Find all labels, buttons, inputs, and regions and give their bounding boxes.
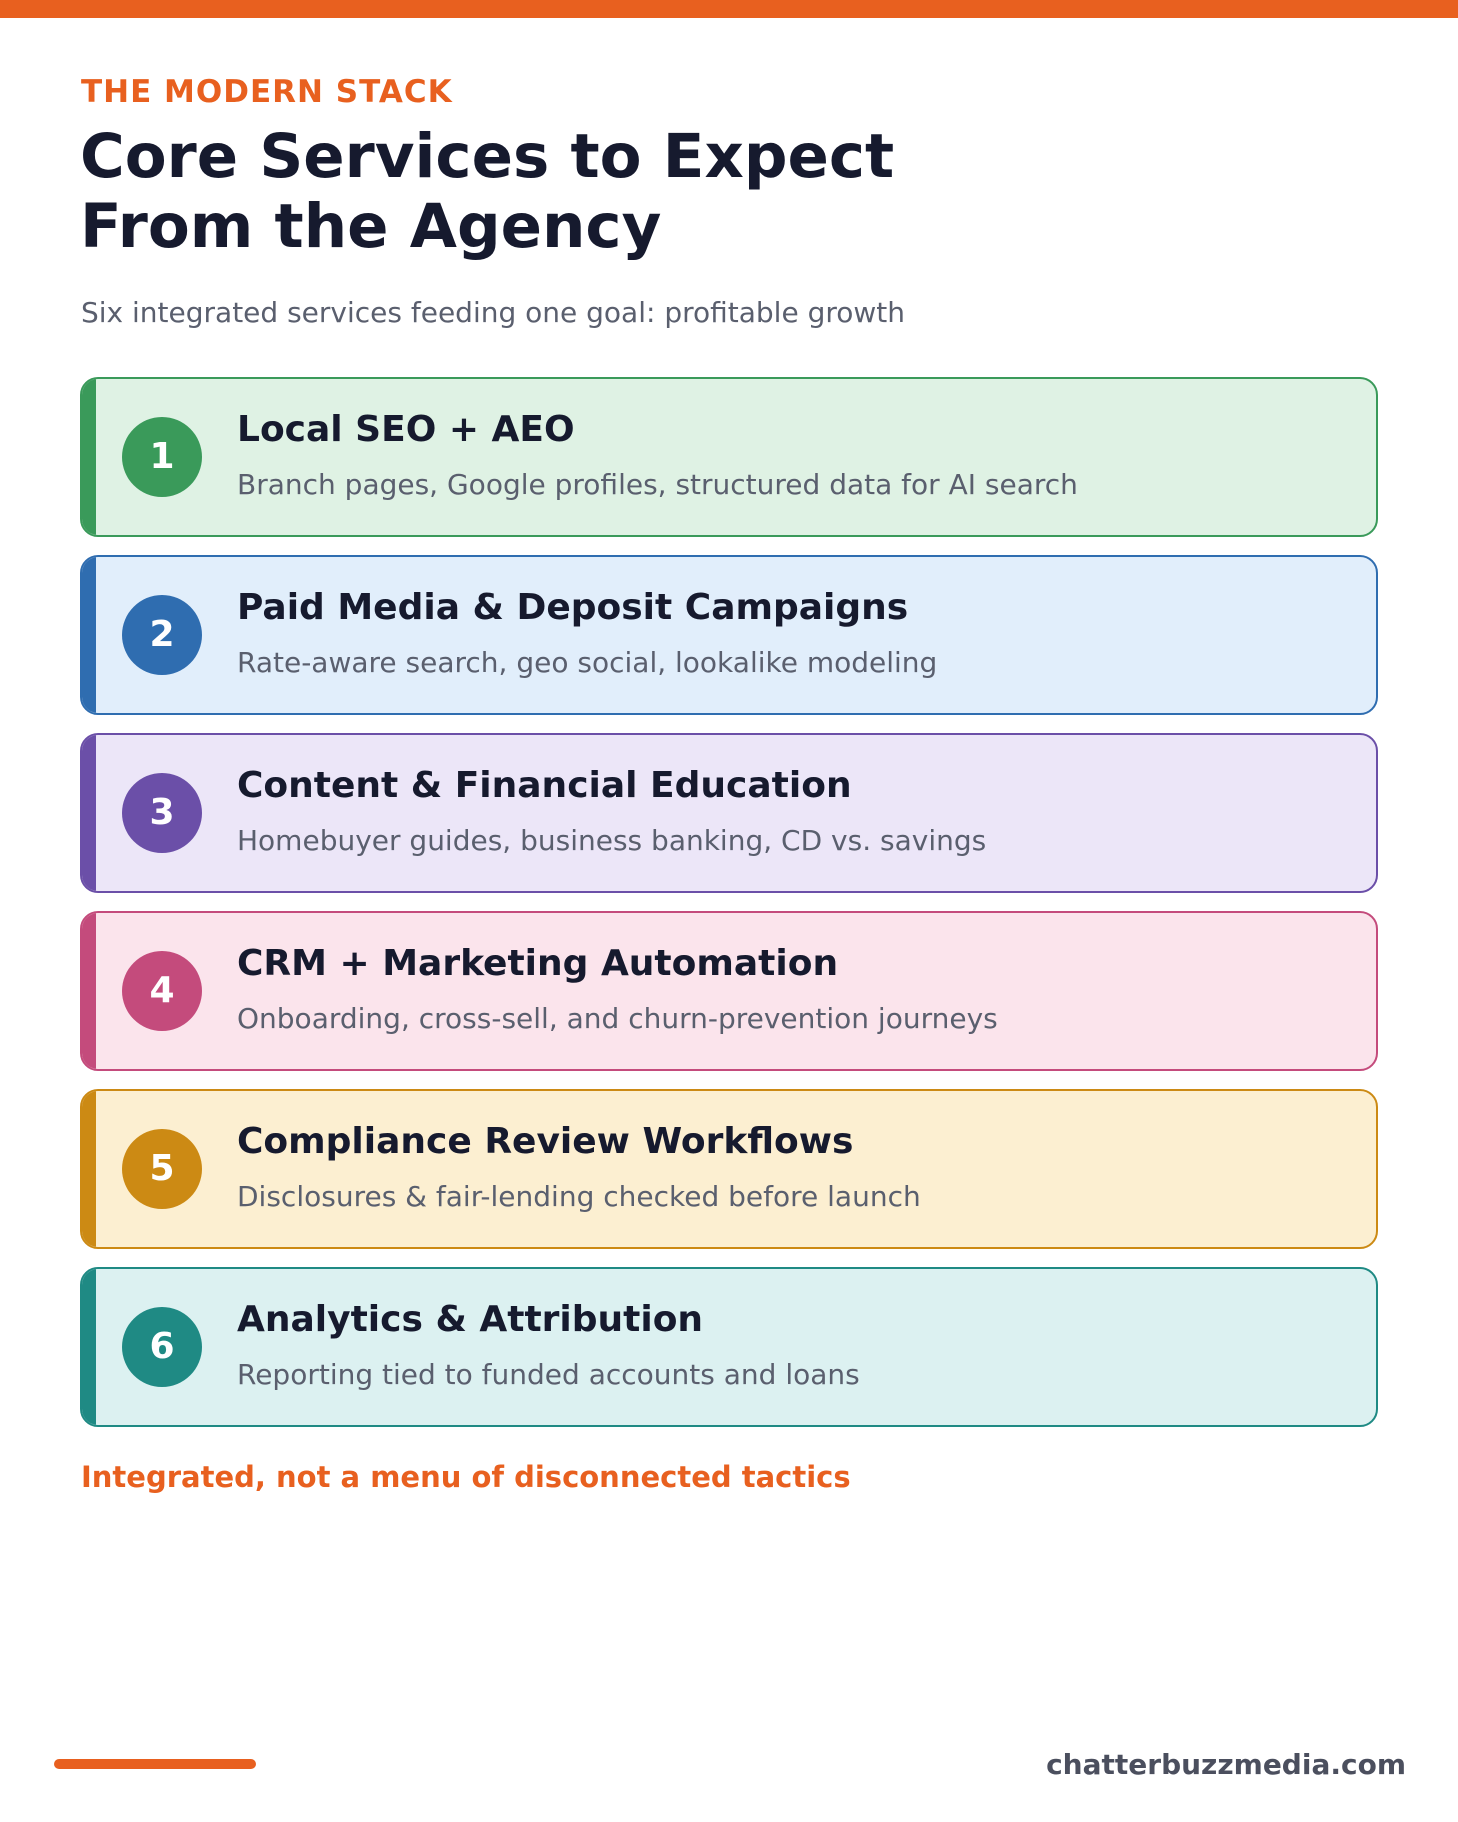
service-title: Local SEO + AEO [237,409,575,450]
number-badge: 1 [122,417,202,497]
service-title: Compliance Review Workflows [237,1121,854,1162]
card-accent-stripe [82,1269,96,1425]
page-subtitle: Six integrated services feeding one goal: profitable growth [81,296,906,329]
service-description: Disclosures & fair-lending checked before launch [237,1180,921,1213]
footer-url: chatterbuzzmedia.com [1046,1748,1406,1781]
service-description: Onboarding, cross-sell, and churn-prevention journeys [237,1002,998,1035]
footer-accent-bar [54,1759,256,1769]
number-badge: 3 [122,773,202,853]
service-title: CRM + Marketing Automation [237,943,839,984]
service-description: Branch pages, Google profiles, structured data for AI search [237,468,1078,501]
page-title [80,122,1080,262]
service-card-crm [80,911,1378,1071]
card-accent-stripe [82,379,96,535]
eyebrow-label: THE MODERN STACK [81,74,453,110]
service-card-content [80,733,1378,893]
number-badge: 4 [122,951,202,1031]
service-title: Paid Media & Deposit Campaigns [237,587,909,628]
card-accent-stripe [82,735,96,891]
service-description: Homebuyer guides, business banking, CD vs. savings [237,824,987,857]
number-badge: 5 [122,1129,202,1209]
number-badge: 6 [122,1307,202,1387]
page-title-line-2: From the Agency [80,191,662,262]
card-accent-stripe [82,913,96,1069]
service-description: Rate-aware search, geo social, lookalike modeling [237,646,938,679]
top-accent-bar [0,0,1458,18]
service-title: Analytics & Attribution [237,1299,704,1340]
number-badge: 2 [122,595,202,675]
service-card-paid-media [80,555,1378,715]
service-card-analytics [80,1267,1378,1427]
card-accent-stripe [82,557,96,713]
service-card-local-seo [80,377,1378,537]
service-card-compliance [80,1089,1378,1249]
service-description: Reporting tied to funded accounts and loans [237,1358,860,1391]
card-accent-stripe [82,1091,96,1247]
page-title-line-1: Core Services to Expect [80,121,895,192]
tagline: Integrated, not a menu of disconnected tactics [81,1460,851,1494]
service-card-list [80,377,1378,1445]
service-title: Content & Financial Education [237,765,852,806]
